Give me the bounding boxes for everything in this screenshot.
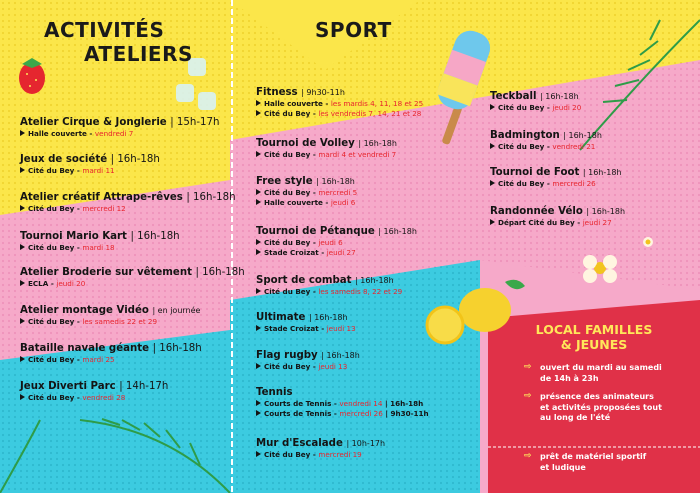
sport-time: | 16h-18h (316, 177, 355, 186)
activity-time: | 16h-18h (195, 267, 245, 278)
activity-time: | 15h-17h (170, 117, 220, 128)
ateliers-heading: ATELIERS (84, 42, 193, 66)
activity-time: | 16h-18h (130, 231, 180, 242)
sport-item: Tournoi de Volley | 16h-18h Cité du Bey - mardi 4 et vendredi 7 (256, 138, 397, 159)
activity-date: vendredi 28 (82, 393, 126, 402)
activity-time: | en journée (152, 306, 201, 315)
sport-item: Tournoi de Pétanque | 16h-18h Cité du Bey - jeudi 6 Stade Croizat - jeudi 27 (256, 226, 417, 257)
arrow-icon (256, 288, 261, 294)
sport-time: | 16h-18h (355, 276, 394, 285)
arrow-icon (256, 199, 261, 205)
sport-date: jeudi 6 (318, 238, 343, 247)
sport-item: Flag rugby | 16h-18h Cité du Bey - jeudi 13 (256, 350, 360, 371)
local-title-line2: & JEUNES (560, 337, 628, 352)
sport-item: Teckball | 16h-18h Cité du Bey - jeudi 20 (490, 91, 582, 112)
sport-date: jeudi 27 (582, 218, 612, 227)
sport-date: mercredi 26 (339, 409, 383, 418)
activity-title: Bataille navale géante (20, 343, 150, 354)
sport-date: jeudi 13 (318, 362, 348, 371)
arrow-icon (490, 104, 495, 110)
activity-item: Atelier montage Vidéo | en journée Cité du Bey - les samedis 22 et 29 (20, 305, 201, 326)
arrow-icon (256, 100, 261, 106)
arrow-icon (20, 130, 25, 136)
sport-time: | 16h-18h (563, 131, 602, 140)
sport-date: mercredi 26 (552, 179, 596, 188)
arrow-icon (490, 180, 495, 186)
sport-time: | 16h-18h (321, 351, 360, 360)
sport-title: Sport de combat (256, 275, 352, 286)
arrow-icon (20, 318, 25, 324)
arrow-icon (256, 325, 261, 331)
sport-time: | 16h-18h (378, 227, 417, 236)
sport-place: Cité du Bey (264, 109, 311, 118)
local-title-line1: LOCAL FAMILLES (535, 322, 653, 337)
sport-title: Free style (256, 176, 313, 187)
activity-date: mardi 18 (82, 243, 115, 252)
sport-place: Courts de Tennis (264, 409, 332, 418)
sport-date: vendredi 21 (552, 142, 596, 151)
local-item-hours: ouvert du mardi au samedi de 14h à 23h (540, 363, 662, 383)
sport-date: vendredi 14 (339, 399, 383, 408)
arrow-right-icon: ⇨ (524, 391, 532, 401)
activity-item: Atelier Broderie sur vêtement | 16h-18h ECLA - jeudi 20 (20, 267, 245, 288)
local-item-equipment: prêt de matériel sportif et ludique (540, 452, 647, 472)
sport-place: Halle couverte (264, 99, 323, 108)
arrow-icon (20, 356, 25, 362)
sport-place: Cité du Bey (264, 188, 311, 197)
sport-title: Randonnée Vélo (490, 206, 583, 217)
sport-place: Cité du Bey (498, 179, 545, 188)
activity-place: Cité du Bey (28, 204, 75, 213)
arrow-icon (490, 219, 495, 225)
activity-date: jeudi 20 (56, 279, 86, 288)
activites-heading: ACTIVITÉS (44, 18, 165, 42)
arrow-icon (256, 239, 261, 245)
arrow-right-icon: ⇨ (524, 451, 532, 461)
activity-title: Jeux Diverti Parc (20, 381, 116, 392)
activity-item: Tournoi Mario Kart | 16h-18h Cité du Bey - mardi 18 (20, 231, 180, 252)
sport-item: Sport de combat | 16h-18h Cité du Bey - les samedis 8, 22 et 29 (256, 275, 403, 296)
sport-date: mercredi 5 (318, 188, 358, 197)
activity-item: Atelier Cirque & Jonglerie | 15h-17h Halle couverte - vendredi 7 (20, 117, 220, 138)
arrow-icon (256, 189, 261, 195)
activity-place: Cité du Bey (28, 393, 75, 402)
sport-item: Randonnée Vélo | 16h-18h Départ Cité du Bey - jeudi 27 (490, 206, 626, 227)
sport-title: Teckball (490, 91, 537, 102)
sport-time: | 16h-18h (586, 207, 626, 216)
sport-title: Ultimate (256, 312, 306, 323)
activity-time: | 16h-18h (152, 343, 202, 354)
arrow-icon (256, 400, 261, 406)
sport-extra-time: | 16h-18h (384, 399, 424, 408)
arrow-icon (256, 151, 261, 157)
sport-time: | 16h-18h (540, 92, 579, 101)
arrow-icon (20, 205, 25, 211)
sport-item: Mur d'Escalade | 10h-17h Cité du Bey - mercredi 19 (256, 438, 386, 459)
sport-time: | 16h-18h (358, 139, 397, 148)
arrow-icon (20, 280, 25, 286)
activity-place: Cité du Bey (28, 317, 75, 326)
sport-item: Tournoi de Foot | 16h-18h Cité du Bey - mercredi 26 (490, 167, 622, 188)
sport-time: | 16h-18h (308, 313, 348, 322)
activity-title: Tournoi Mario Kart (20, 231, 127, 242)
activity-date: mardi 25 (82, 355, 115, 364)
sport-place: Cité du Bey (498, 142, 545, 151)
sport-item: Tennis Courts de Tennis - vendredi 14 | 16h-18h Courts de Tennis - mercredi 26 | 9h30-11h (256, 387, 429, 418)
activity-date: les samedis 22 et 29 (82, 317, 158, 326)
sport-item: Fitness | 9h30-11h Halle couverte - les mardis 4, 11, 18 et 25 Cité du Bey - les vendredis 7, 14, 21 et 28 (256, 87, 424, 118)
sport-place: Courts de Tennis (264, 399, 332, 408)
sport-date: les vendredis 7, 14, 21 et 28 (318, 109, 422, 118)
sport-title: Flag rugby (256, 350, 318, 361)
sport-title: Tournoi de Volley (256, 138, 355, 149)
activity-item: Jeux Diverti Parc | 14h-17h Cité du Bey - vendredi 28 (20, 381, 169, 402)
activity-item: Atelier créatif Attrape-rêves | 16h-18h Cité du Bey - mercredi 12 (20, 192, 236, 213)
local-item-animators: présence des animateurs et activités proposées tout au long de l'été (540, 392, 662, 422)
activity-item: Bataille navale géante | 16h-18h Cité du Bey - mardi 25 (20, 343, 202, 364)
arrow-icon (256, 410, 261, 416)
sport-item: Badmington | 16h-18h Cité du Bey - vendredi 21 (490, 130, 602, 151)
sport-time: | 16h-18h (582, 168, 622, 177)
activity-title: Jeux de société (20, 154, 108, 165)
arrow-icon (256, 110, 261, 116)
sport-time: | 10h-17h (346, 439, 386, 448)
activity-time: | 16h-18h (110, 154, 160, 165)
sport-title: Tennis (256, 387, 293, 398)
sport-place: Cité du Bey (264, 362, 311, 371)
activity-item: Jeux de société | 16h-18h Cité du Bey - mardi 11 (20, 154, 160, 175)
sport-item: Free style | 16h-18h Cité du Bey - mercredi 5 Halle couverte - jeudi 6 (256, 176, 358, 207)
sport-place: Stade Croizat (264, 248, 319, 257)
sport-place: Halle couverte (264, 198, 323, 207)
sport-title: Tournoi de Foot (490, 167, 580, 178)
activity-title: Atelier montage Vidéo (20, 305, 149, 316)
sport-extra-time: | 9h30-11h (385, 409, 429, 418)
sport-place: Cité du Bey (498, 103, 545, 112)
activity-place: ECLA (28, 279, 49, 288)
activity-title: Atelier Cirque & Jonglerie (20, 117, 167, 128)
arrow-icon (256, 249, 261, 255)
sport-date: jeudi 13 (326, 324, 356, 333)
activity-title: Atelier créatif Attrape-rêves (20, 192, 183, 203)
local-title (488, 322, 700, 352)
sport-place: Cité du Bey (264, 287, 311, 296)
sport-heading: SPORT (315, 18, 392, 42)
arrow-icon (20, 167, 25, 173)
sport-place: Stade Croizat (264, 324, 319, 333)
activity-place: Cité du Bey (28, 243, 75, 252)
arrow-icon (256, 363, 261, 369)
sport-title: Fitness (256, 87, 298, 98)
activity-place: Cité du Bey (28, 355, 75, 364)
activity-place: Cité du Bey (28, 166, 75, 175)
sport-place: Cité du Bey (264, 238, 311, 247)
sport-time: | 9h30-11h (301, 88, 345, 97)
sport-item: Ultimate | 16h-18h Stade Croizat - jeudi 13 (256, 312, 356, 333)
sport-date: mardi 4 et vendredi 7 (318, 150, 397, 159)
activity-time: | 16h-18h (186, 192, 236, 203)
sport-date: mercredi 19 (318, 450, 362, 459)
sport-date: jeudi 6 (330, 198, 356, 207)
sport-date: jeudi 20 (552, 103, 582, 112)
sport-date: les mardis 4, 11, 18 et 25 (330, 99, 424, 108)
activity-place: Halle couverte (28, 129, 87, 138)
activity-date: vendredi 7 (94, 129, 134, 138)
sport-date: les samedis 8, 22 et 29 (318, 287, 403, 296)
arrow-icon (256, 451, 261, 457)
sport-title: Mur d'Escalade (256, 438, 343, 449)
arrow-right-icon: ⇨ (524, 362, 532, 372)
sport-place: Départ Cité du Bey (498, 218, 575, 227)
activity-date: mercredi 12 (82, 204, 126, 213)
sport-title: Tournoi de Pétanque (256, 226, 375, 237)
arrow-icon (20, 394, 25, 400)
sport-place: Cité du Bey (264, 150, 311, 159)
sport-date: jeudi 27 (326, 248, 356, 257)
sport-title: Badmington (490, 130, 560, 141)
sport-place: Cité du Bey (264, 450, 311, 459)
activity-title: Atelier Broderie sur vêtement (20, 267, 192, 278)
arrow-icon (20, 244, 25, 250)
arrow-icon (490, 143, 495, 149)
activity-date: mardi 11 (82, 166, 115, 175)
activity-time: | 14h-17h (119, 381, 169, 392)
